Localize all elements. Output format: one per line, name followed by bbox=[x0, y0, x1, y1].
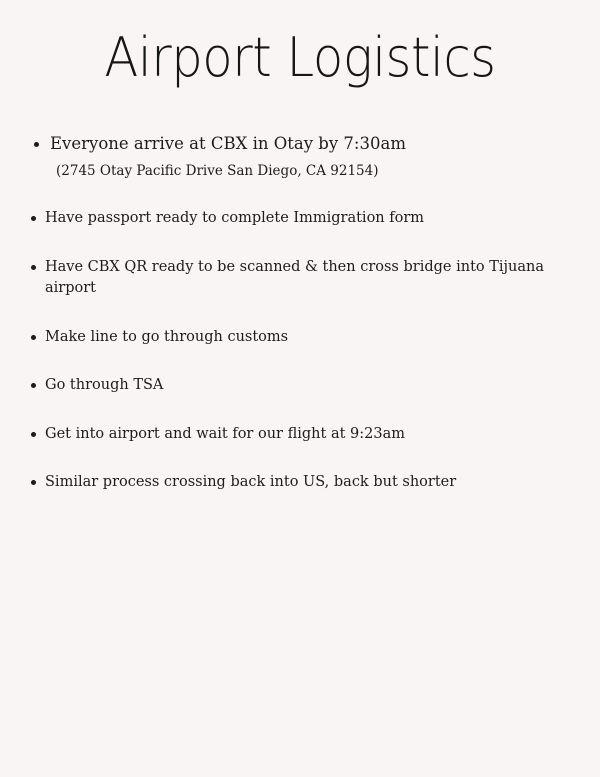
list-item-flight: Get into airport and wait for our flight at 9:23am bbox=[31, 424, 583, 446]
first-bullet-list bbox=[34, 133, 574, 155]
bullet-list bbox=[31, 208, 583, 521]
list-item-qr-code: Have CBX QR ready to be scanned & then cross bridge into Tijuana airport bbox=[31, 257, 583, 300]
list-item-customs: Make line to go through customs bbox=[31, 327, 583, 349]
list-item-arrival: Everyone arrive at CBX in Otay by 7:30am bbox=[34, 133, 574, 155]
address-note: (2745 Otay Pacific Drive San Diego, CA 92154) bbox=[56, 163, 379, 179]
page-title: Airport Logistics bbox=[104, 26, 496, 89]
list-item-tsa: Go through TSA bbox=[31, 375, 583, 397]
list-item-return: Similar process crossing back into US, back but shorter bbox=[31, 472, 583, 494]
list-item-passport: Have passport ready to complete Immigration form bbox=[31, 208, 583, 230]
